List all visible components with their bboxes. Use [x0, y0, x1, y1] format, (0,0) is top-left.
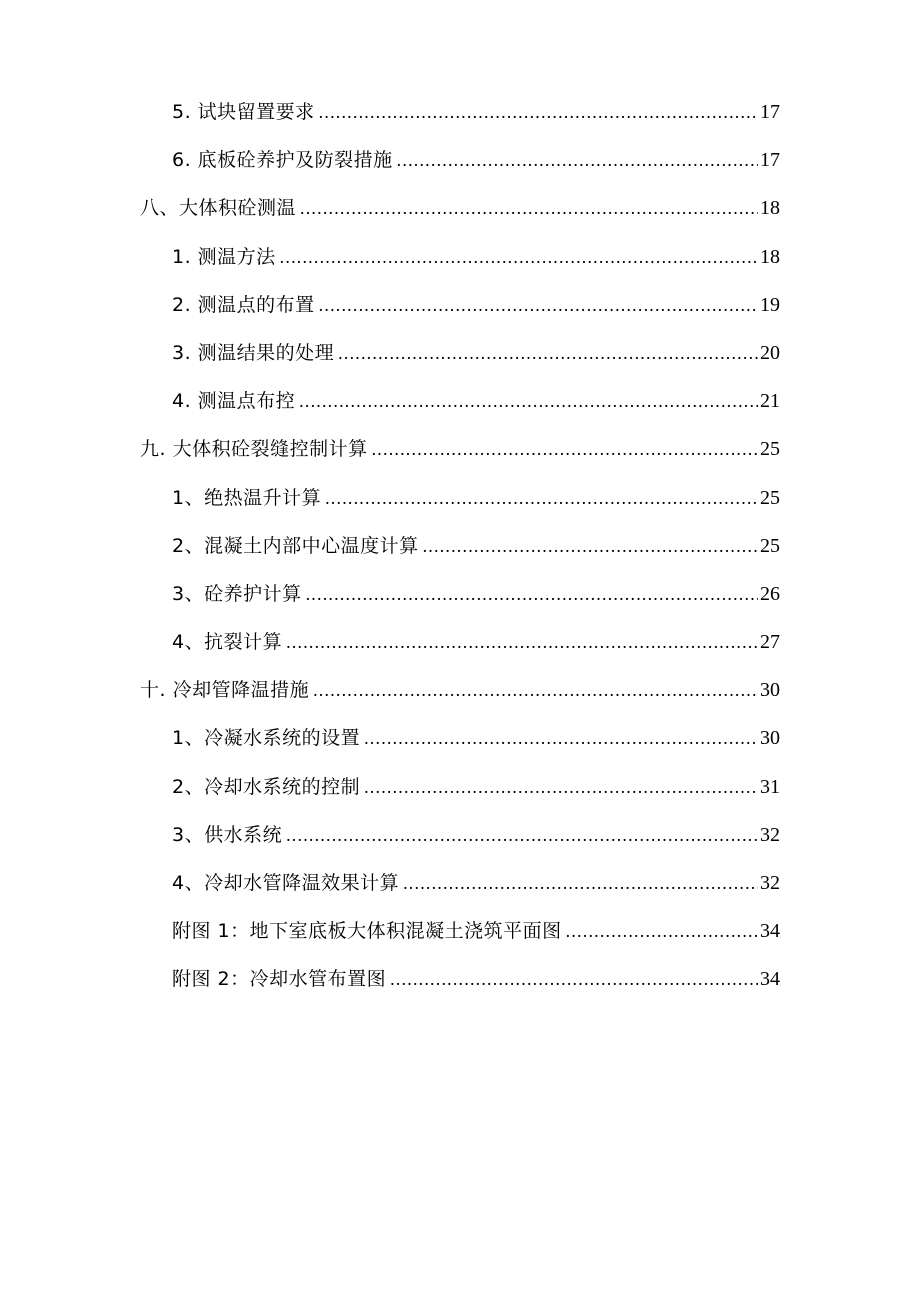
toc-chapter-entry[interactable]: [0, 184, 920, 232]
toc-entry-title: 3. 测温结果的处理: [172, 341, 335, 364]
toc-entry-title: 2、冷却水系统的控制: [172, 775, 361, 798]
toc-dot-leader: [319, 88, 758, 136]
toc-entry[interactable]: [0, 714, 920, 762]
toc-page-number: 25: [760, 486, 780, 509]
toc-entry-title: 1. 测温方法: [172, 245, 276, 268]
toc-entry[interactable]: [0, 281, 920, 329]
toc-entry[interactable]: [0, 522, 920, 570]
toc-entry-title: 6. 底板砼养护及防裂措施: [172, 149, 393, 172]
toc-entry[interactable]: [0, 618, 920, 666]
toc-page-number: 26: [760, 582, 780, 605]
toc-dot-leader: [423, 522, 758, 570]
toc-dot-leader: [372, 425, 758, 473]
toc-entry[interactable]: [0, 763, 920, 811]
toc-page-number: 18: [760, 245, 780, 268]
toc-entry[interactable]: [0, 233, 920, 281]
toc-dot-leader: [397, 136, 758, 184]
toc-page-number: 21: [760, 390, 780, 413]
toc-entry-title: 八、大体积砼测温: [140, 197, 297, 220]
toc-entry[interactable]: [0, 377, 920, 425]
toc-dot-leader: [286, 618, 758, 666]
toc-page-number: 30: [760, 727, 780, 750]
toc-entry[interactable]: [0, 329, 920, 377]
toc-dot-leader: [390, 955, 758, 1003]
toc-entry-title: 2、混凝土内部中心温度计算: [172, 534, 419, 557]
toc-page-number: 17: [760, 149, 780, 172]
toc-dot-leader: [280, 233, 758, 281]
toc-entry[interactable]: [0, 859, 920, 907]
toc-page-number: 17: [760, 101, 780, 123]
toc-dot-leader: [299, 377, 758, 425]
toc-dot-leader: [313, 666, 758, 714]
toc-dot-leader: [286, 811, 758, 859]
toc-entry[interactable]: [0, 474, 920, 522]
toc-appendix-entry[interactable]: [0, 955, 920, 1003]
toc-entry-title: 1、冷凝水系统的设置: [172, 727, 361, 750]
toc-page-number: 25: [760, 534, 780, 557]
toc-entry[interactable]: [0, 88, 920, 136]
toc-chapter-entry[interactable]: [0, 666, 920, 714]
toc-page-number: 34: [760, 968, 780, 991]
toc-page-number: 19: [760, 293, 780, 316]
toc-entry-title: 十. 冷却管降温措施: [140, 679, 310, 702]
toc-page-number: 32: [760, 872, 780, 894]
toc-chapter-entry[interactable]: [0, 425, 920, 473]
toc-dot-leader: [306, 570, 758, 618]
table-of-contents: [0, 88, 920, 1004]
toc-dot-leader: [364, 763, 758, 811]
toc-page-number: 30: [760, 679, 780, 702]
toc-dot-leader: [300, 184, 758, 232]
toc-entry[interactable]: [0, 811, 920, 859]
toc-appendix-entry[interactable]: [0, 907, 920, 955]
toc-entry-title: 九. 大体积砼裂缝控制计算: [140, 438, 368, 461]
toc-entry-title: 4. 测温点布控: [172, 390, 296, 413]
toc-page-number: 20: [760, 341, 780, 364]
toc-entry-title: 5. 试块留置要求: [172, 101, 315, 123]
toc-entry[interactable]: [0, 570, 920, 618]
toc-page-number: 25: [760, 438, 780, 461]
toc-dot-leader: [325, 474, 758, 522]
toc-entry-title: 2. 测温点的布置: [172, 293, 315, 316]
toc-entry-title: 3、供水系统: [172, 823, 283, 846]
toc-entry-title: 3、砼养护计算: [172, 582, 302, 605]
toc-dot-leader: [403, 859, 758, 907]
toc-page-number: 32: [760, 823, 780, 846]
toc-page-number: 18: [760, 197, 780, 220]
toc-entry-title: 附图 1：地下室底板大体积混凝土浇筑平面图: [172, 920, 562, 943]
toc-entry[interactable]: [0, 136, 920, 184]
toc-page-number: 31: [760, 775, 780, 798]
toc-dot-leader: [338, 329, 758, 377]
toc-entry-title: 1、绝热温升计算: [172, 486, 322, 509]
toc-dot-leader: [566, 907, 758, 955]
toc-dot-leader: [319, 281, 758, 329]
toc-entry-title: 4、抗裂计算: [172, 631, 283, 654]
toc-entry-title: 附图 2：冷却水管布置图: [172, 968, 387, 991]
toc-dot-leader: [364, 714, 758, 762]
toc-page-number: 34: [760, 920, 780, 943]
toc-entry-title: 4、冷却水管降温效果计算: [172, 872, 400, 894]
toc-page-number: 27: [760, 631, 780, 654]
